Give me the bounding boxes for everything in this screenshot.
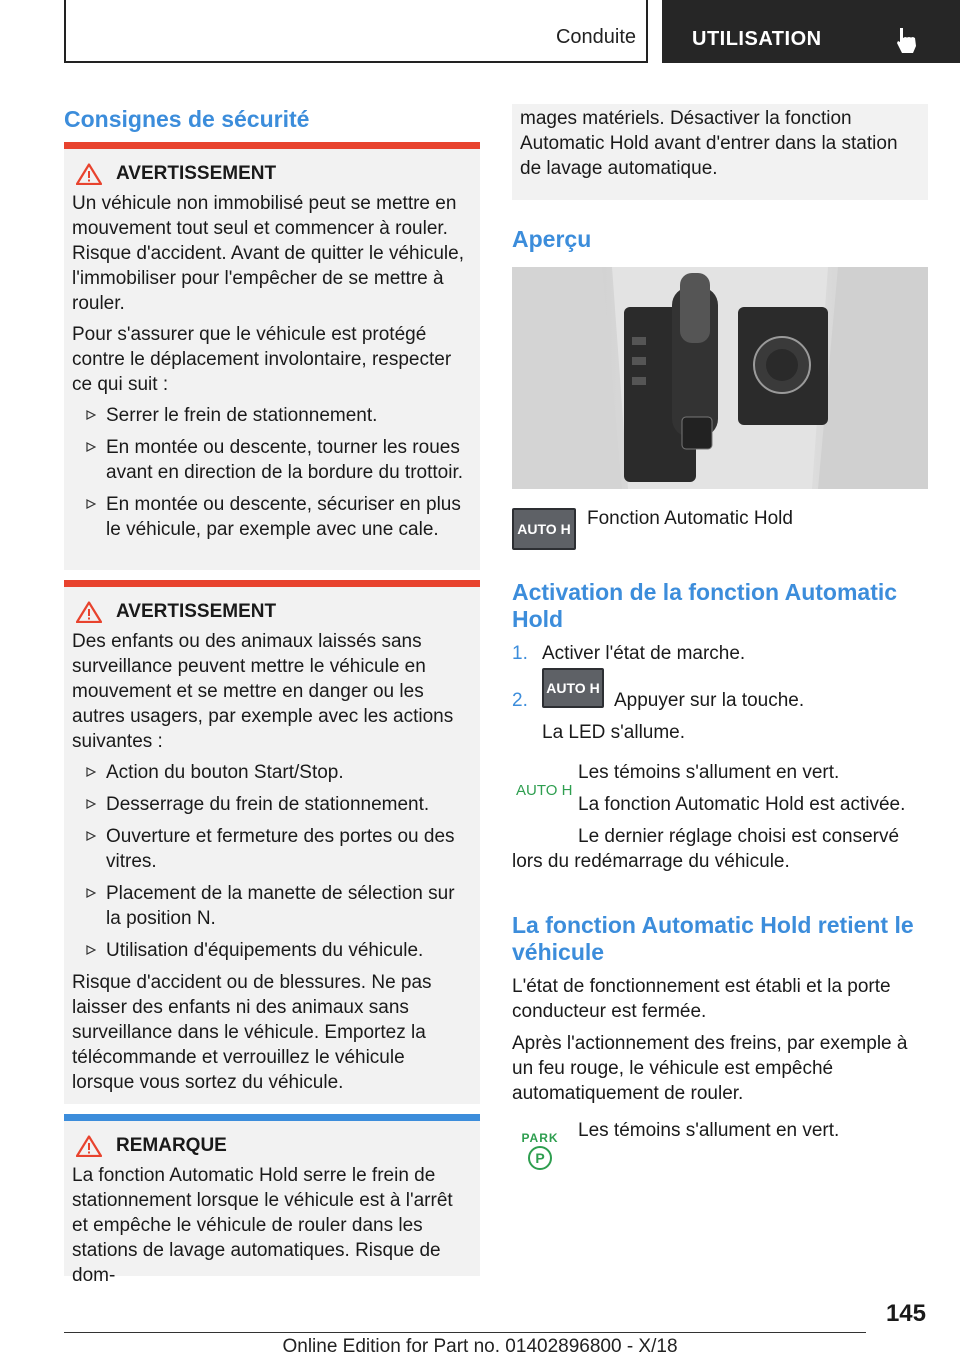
step-number: 2. xyxy=(512,690,528,711)
list-item xyxy=(512,641,928,666)
warning-text: Pour s'assurer que le véhicule est protégé contre le déplacement involontaire, respecter ce qui suit : xyxy=(72,324,452,395)
button-row xyxy=(512,504,928,552)
bullet-triangle-icon xyxy=(86,767,96,777)
auto-h-button: AUTO H xyxy=(512,508,576,550)
center-console-image xyxy=(512,267,928,489)
warning-box-children xyxy=(64,580,480,1104)
retain-text: Après l'actionnement des freins, par exemple à un feu rouge, le véhicule est empêché automatiquement de rouler. xyxy=(512,1033,908,1104)
indicator-text: Le dernier réglage choisi est conservé xyxy=(578,826,900,847)
park-indicator-label: PARK xyxy=(521,1131,559,1145)
footer-divider xyxy=(64,1332,866,1333)
retain-text: L'état de fonctionnement est établi et la porte conducteur est fermée. xyxy=(512,976,891,1022)
step-text: Appuyer sur la touche. xyxy=(614,690,805,711)
section-title-activation: Activation de la fonction Automatic Hold xyxy=(512,579,898,632)
warning-label: AVERTISSEMENT xyxy=(116,163,277,184)
list-item: En montée ou descente, tourner les roues avant en direction de la bordure du trottoir. xyxy=(82,435,472,485)
list-item: Serrer le frein de stationnement. xyxy=(82,403,472,428)
button-caption: Fonction Automatic Hold xyxy=(587,508,793,529)
warning-box-immobilize xyxy=(64,142,480,570)
list-item: En montée ou descente, sécuriser en plus le véhicule, par exemple avec une cale. xyxy=(82,492,472,542)
auto-h-button: AUTO H xyxy=(542,668,604,708)
park-brake-indicator-icon xyxy=(520,1132,560,1170)
footer-edition: Online Edition for Part no. 01402896800 - X/18 xyxy=(282,1336,678,1357)
warning-triangle-icon xyxy=(76,601,102,623)
note-box-continued xyxy=(512,104,928,200)
indicator-text-tail: lors du redémarrage du véhicule. xyxy=(512,851,790,872)
section-title-safety: Consignes de sécurité xyxy=(64,106,310,132)
header-section-label: Conduite xyxy=(555,26,636,48)
bullet-triangle-icon xyxy=(86,499,96,509)
warning-text: Un véhicule non immobilisé peut se mettre en mouvement tout seul et commencer à rouler. Risque d'accident. Avant de quitter le véhicule, l'immobiliser pour l'empêcher de se mettre à rouler. xyxy=(72,193,464,314)
indicator-park xyxy=(512,1118,928,1178)
bullet-triangle-icon xyxy=(86,831,96,841)
note-text-continued: mages matériels. Désactiver la fonction Automatic Hold avant d'entrer dans la station de lavage automatique. xyxy=(520,108,898,179)
pointing-hand-icon xyxy=(894,26,918,54)
auto-h-indicator-icon: AUTO H xyxy=(516,782,573,799)
list-item: Ouverture et fermeture des portes ou des vitres. xyxy=(82,824,472,874)
indicator-text: La fonction Automatic Hold est activée. xyxy=(578,794,906,815)
list-item: Placement de la manette de sélection sur la position N. xyxy=(82,881,472,931)
indicator-text: Les témoins s'allument en vert. xyxy=(578,762,840,783)
bullet-triangle-icon xyxy=(86,410,96,420)
page-number: 145 xyxy=(885,1300,926,1327)
note-text: La fonction Automatic Hold serre le frein de stationnement lorsque le véhicule est à l'arrêt et empêche le véhicule de rouler dans les stations de lavage automatiques. Risque de dom- xyxy=(72,1165,453,1286)
header-chapter-box xyxy=(662,0,960,63)
bullet-triangle-icon xyxy=(86,888,96,898)
led-text: La LED s'allume. xyxy=(542,722,686,743)
header-section-box xyxy=(64,0,648,63)
left-column xyxy=(64,100,480,1286)
list-item: Desserrage du frein de stationnement. xyxy=(82,792,472,817)
warning-label: AVERTISSEMENT xyxy=(116,601,277,622)
list-item: Utilisation d'équipements du véhicule. xyxy=(82,938,472,963)
list-item: Action du bouton Start/Stop. xyxy=(82,760,472,785)
right-column xyxy=(512,100,928,1200)
warning-text: Des enfants ou des animaux laissés sans surveillance peuvent mettre le véhicule en mouvement et se mettre en danger ou les autres usagers, par exemple avec les actions suivantes : xyxy=(72,631,454,752)
park-text: Les témoins s'allument en vert. xyxy=(578,1120,840,1141)
page-header xyxy=(64,0,960,66)
header-chapter-label: UTILISATION xyxy=(692,28,822,50)
bullet-triangle-icon xyxy=(86,945,96,955)
note-box-automatic-hold xyxy=(64,1114,480,1286)
warning-triangle-icon xyxy=(76,1135,102,1157)
step-text: Activer l'état de marche. xyxy=(542,643,746,664)
bullet-list xyxy=(72,403,472,542)
list-item xyxy=(512,680,928,714)
section-title-retain: La fonction Automatic Hold retient le véhicule xyxy=(512,912,914,965)
warning-text: Risque d'accident ou de blessures. Ne pas laisser des enfants ni des animaux sans surveillance dans le véhicule. Emportez la télécommande et verrouillez le véhicule lorsque vous sortez du véhicule. xyxy=(72,972,432,1093)
warning-triangle-icon xyxy=(76,163,102,185)
note-label: REMARQUE xyxy=(116,1135,227,1156)
indicator-auto-h xyxy=(512,760,928,874)
bullet-list xyxy=(72,760,472,963)
activation-steps xyxy=(512,641,928,745)
section-title-overview: Aperçu xyxy=(512,226,592,252)
bullet-triangle-icon xyxy=(86,799,96,809)
step-number: 1. xyxy=(512,643,528,664)
bullet-triangle-icon xyxy=(86,442,96,452)
center-console-photo xyxy=(512,267,928,489)
park-indicator-symbol: P xyxy=(528,1146,552,1170)
